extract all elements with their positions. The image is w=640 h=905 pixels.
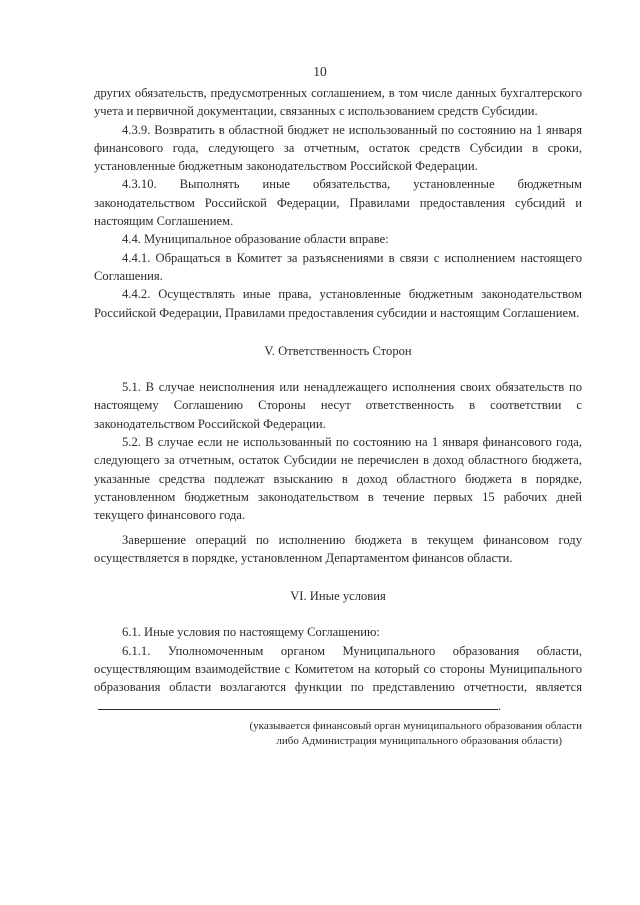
- paragraph-completion: Завершение операций по исполнению бюджета в текущем финансовом году осуществляется в порядке, установленном Департаментом финансов области.: [94, 532, 582, 565]
- paragraph-4-4-1: 4.4.1. Обращаться в Комитет за разъяснениями в связи с исполнением настоящего Соглашения.: [94, 250, 582, 283]
- paragraph-4-4: 4.4. Муниципальное образование области вправе:: [122, 232, 389, 247]
- paragraph-4-3-9: 4.3.9. Возвратить в областной бюджет не использованный по состоянию на 1 января финансового года, следующего за отчетным, остаток средств Субсидии в сроки, установленные бюджетным законодательством Российской Федерации.: [94, 122, 582, 174]
- paragraph-5-2: 5.2. В случае если не использованный по состоянию на 1 января финансового года, следующего за отчетным, остаток Субсидии не перечислен в доход областного бюджета, указанные средства подлежат взысканию в доход областного бюджета в порядке, установленном бюджетным законодательством в течение первых 15 рабочих дней текущего финансового года.: [94, 435, 582, 523]
- section-heading-vi: VI. Иные условия: [290, 589, 386, 604]
- paragraph-6-1-1-text: 6.1.1. Уполномоченным органом Муниципального образования области, осуществляющим взаимодействие с Комитетом на который со стороны Муниципального образования области возлагаются функции по представлению отчетности, является: [94, 643, 582, 695]
- footnote-line-2: либо Администрация муниципального образования области): [276, 734, 562, 747]
- paragraph-6-1: 6.1. Иные условия по настоящему Соглашению:: [122, 625, 380, 640]
- fill-in-blank-line: [98, 697, 498, 710]
- paragraph-4-4-2: 4.4.2. Осуществлять иные права, установленные бюджетным законодательством Российской Федерации, Правилами предоставления субсидии и настоящим Соглашением.: [94, 287, 582, 320]
- paragraph-6-1-1-end: .: [498, 698, 502, 713]
- document-body: [94, 84, 582, 749]
- footnote-instruction: [94, 719, 582, 749]
- paragraph-4-3-10: 4.3.10. Выполнять иные обязательства, установленные бюджетным законодательством Российской Федерации, Правилами предоставления субсидий и настоящим Соглашением.: [94, 177, 582, 229]
- paragraph-6-1-1: [94, 642, 582, 715]
- footnote-line-1: (указывается финансовый орган муниципального образования области: [249, 719, 582, 732]
- paragraph-5-1: 5.1. В случае неисполнения или ненадлежащего исполнения своих обязательств по настоящему Соглашению Стороны несут ответственность в соответствии с законодательством Российской Федерации.: [94, 380, 582, 431]
- page-number: 10: [313, 64, 327, 79]
- paragraph-continuation: других обязательств, предусмотренных соглашением, в том числе данных бухгалтерского учета и первичной документации, связанных с использованием средств Субсидии.: [94, 86, 582, 119]
- section-heading-v: V. Ответственность Сторон: [264, 343, 412, 358]
